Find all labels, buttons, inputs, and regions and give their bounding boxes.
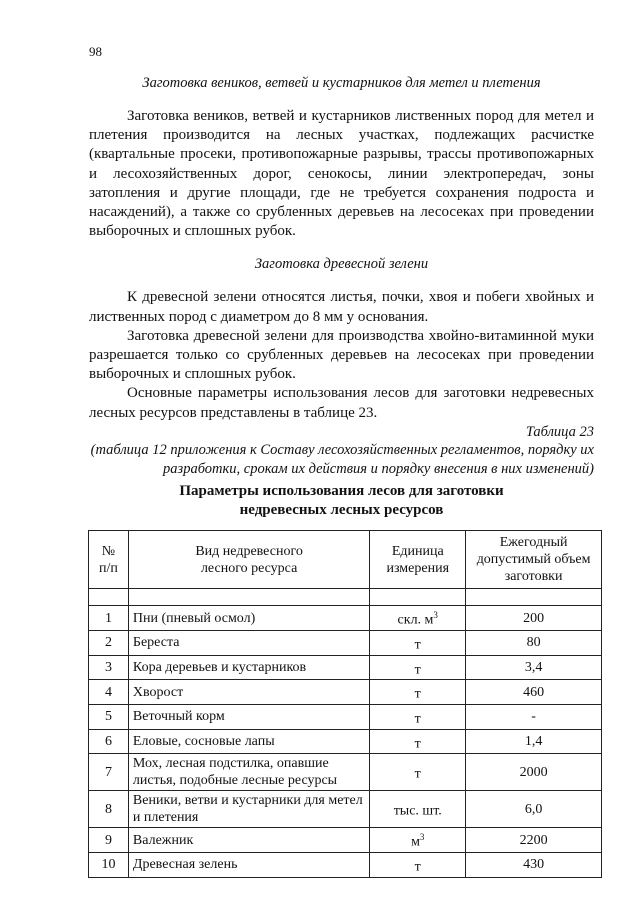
paragraph-greenery-3: Основные параметры использования лесов для заготовки недревесных лесных ресурсов представлены в таблице 23. [89,385,594,421]
table-number: Таблица 23 [525,423,594,440]
header-number-line-2: п/п [99,560,118,576]
table-row [89,754,602,791]
header-unit-line-2: измерения [386,560,450,576]
table-row [89,852,602,877]
cell-unit-text: т [414,736,421,752]
table-note: (таблица 12 приложения к Составу лесохозяйственных регламентов, порядку их разработки, срокам их действия и порядку внесения в них изменений) [90,442,594,477]
table-title-line-1: Параметры использования лесов для заготовки [179,483,504,500]
cell-unit [370,606,466,631]
section-heading-greenery: Заготовка древесной зелени [254,256,429,273]
cell-unit-text: скл. м [397,613,434,628]
paragraph-greenery-2: Заготовка древесной зелени для производства хвойно-витаминной муки разрешается только со срубленных деревьев на лесосеках при проведении выборочных и сплошных рубок. [89,327,594,383]
cell-number: 10 [89,852,129,877]
cell-number: 8 [89,791,129,828]
cell-unit-text: т [414,637,421,653]
cell-unit [370,680,466,705]
cell-number: 7 [89,754,129,791]
header-unit [370,531,466,589]
cell-annual-volume: 460 [466,680,602,705]
cell-unit-text: т [414,767,421,783]
header-annual-volume [466,531,602,589]
section-heading-brooms: Заготовка веников, ветвей и кустарников для метел и плетения [142,75,541,91]
paragraph-brooms: Заготовка веников, ветвей и кустарников лиственных пород для метел и плетения производится на лесных участках, подлежащих расчистке (квартальные просеки, противопожарные разрывы, трассы противопожарных и лесохозяйственных дорог, сенокосы, линии электропередач, зоны затопления и другие площади, где не требуется сохранения подроста и насаждений), а также со срубленных деревьев на лесосеках при проведении выборочных и сплошных рубок. [89,108,594,240]
header-unit-line-1: Единица [391,543,444,559]
table-title-line-2: недревесных лесных ресурсов [239,502,444,519]
cell-annual-volume: 2000 [466,754,602,791]
table-spacer-row [89,589,602,606]
header-annual-volume-line-1: Ежегодный [499,535,568,551]
cell-resource-name: Пни (пневый осмол) [128,606,369,631]
cell-annual-volume: 200 [466,606,602,631]
paragraph-greenery-1: К древесной зелени относятся листья, почки, хвоя и побеги хвойных и лиственных пород с диаметром до 8 мм у основания. [89,289,594,325]
cell-annual-volume: 1,4 [466,729,602,754]
cell-unit [370,754,466,791]
cell-annual-volume: 80 [466,631,602,656]
cell-annual-volume: 2200 [466,828,602,853]
cell-annual-volume: 3,4 [466,655,602,680]
cell-annual-volume: - [466,704,602,729]
table-row [89,704,602,729]
cell-number: 2 [89,631,129,656]
cell-unit-superscript: 3 [419,832,425,843]
cell-number: 1 [89,606,129,631]
header-resource-type-line-2: лесного ресурса [200,560,298,576]
table-row [89,655,602,680]
header-resource-type [128,531,369,589]
cell-unit-superscript: 3 [433,610,438,621]
cell-unit-text: т [414,711,421,727]
cell-unit [370,655,466,680]
table-header-row [89,531,602,589]
cell-number: 3 [89,655,129,680]
cell-resource-name: Хворост [128,680,369,705]
cell-annual-volume: 6,0 [466,791,602,828]
cell-number: 9 [89,828,129,853]
cell-unit [370,704,466,729]
cell-unit [370,828,466,853]
cell-number: 6 [89,729,129,754]
cell-unit-text: тыс. шт. [393,804,442,820]
cell-resource-name: Веники, ветви и кустарники для метел и плетения [128,791,369,828]
table-title [89,482,594,520]
table-row [89,631,602,656]
header-resource-type-line-1: Вид недревесного [195,543,303,559]
table-row [89,791,602,828]
page-number: 98 [89,44,102,59]
cell-resource-name: Еловые, сосновые лапы [128,729,369,754]
header-number-line-1: № [101,543,116,559]
cell-unit [370,729,466,754]
cell-resource-name: Веточный корм [128,704,369,729]
cell-resource-name: Древесная зелень [128,852,369,877]
resources-table [88,530,602,877]
cell-resource-name: Валежник [128,828,369,853]
cell-unit [370,852,466,877]
cell-resource-name: Береста [128,631,369,656]
cell-unit [370,631,466,656]
cell-annual-volume: 430 [466,852,602,877]
table-row [89,828,602,853]
header-annual-volume-line-2: допустимый объем [476,552,591,568]
table-row [89,680,602,705]
header-number [89,531,129,589]
header-annual-volume-line-3: заготовки [504,569,563,585]
cell-unit-text: м [411,834,420,850]
page-content [89,74,594,878]
cell-unit-text: т [414,662,421,678]
cell-unit-text: т [414,686,421,702]
cell-unit [370,791,466,828]
cell-resource-name: Мох, лесная подстилка, опавшие листья, подобные лесные ресурсы [128,754,369,791]
table-row [89,729,602,754]
cell-resource-name: Кора деревьев и кустарников [128,655,369,680]
cell-number: 5 [89,704,129,729]
cell-number: 4 [89,680,129,705]
table-row [89,606,602,631]
cell-unit-text: т [414,859,421,875]
